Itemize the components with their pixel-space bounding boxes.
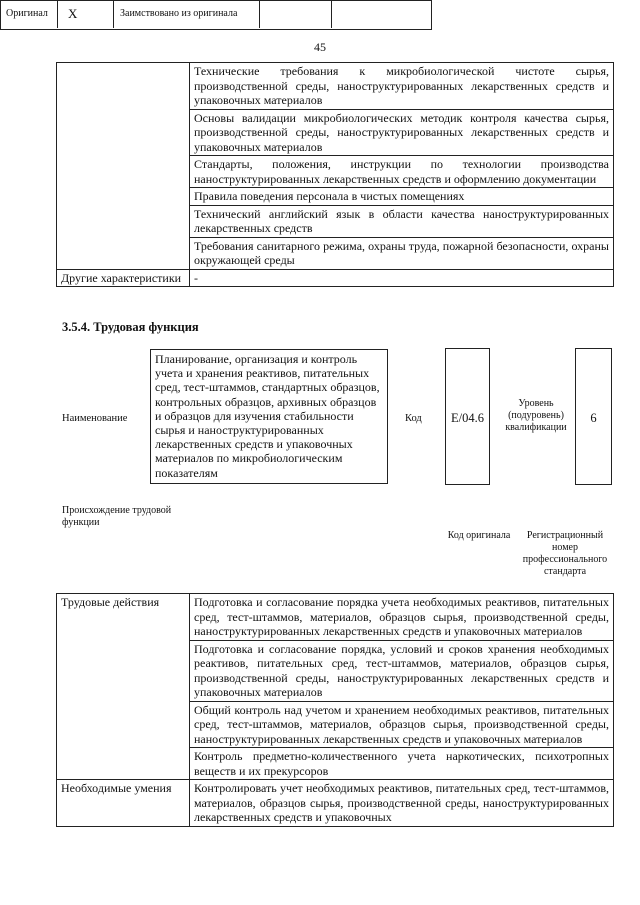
knowledge-item: Требования санитарного режима, охраны труда, пожарной безопасности, охраны окружающей среды <box>190 237 614 269</box>
actions-label: Трудовые действия <box>57 594 190 780</box>
action-item: Подготовка и согласование порядка учета необходимых реактивов, питательных сред, тест-штаммов, материалов, образцов сырья, производственной среды, наноструктурированных лекарственных средств и упаковочных материалов <box>190 594 614 641</box>
table-row <box>57 269 614 287</box>
origin-row <box>0 0 432 30</box>
level-label: Уровень (подуровень) квалификации <box>505 398 567 433</box>
table-row <box>57 63 614 110</box>
code-label: Код <box>405 413 422 424</box>
knowledge-item: Технический английский язык в области качества наноструктурированных лекарственных средств <box>190 205 614 237</box>
table-row <box>57 594 614 641</box>
name-label: Наименование <box>62 413 128 424</box>
empty-label-cell <box>57 63 190 270</box>
level-value: 6 <box>575 348 612 485</box>
knowledge-item: Технические требования к микробиологической чистоте сырья, производственной среды, наноструктурированных лекарственных средств и упаковочных материалов <box>190 63 614 110</box>
original-label: Оригинал <box>0 0 58 28</box>
knowledge-item: Основы валидации микробиологических методик контроля качества сырья, производственной среды, наноструктурированных лекарственных средств и упаковочных материалов <box>190 109 614 156</box>
original-mark: X <box>58 0 114 28</box>
code-original-caption: Код оригинала <box>447 530 511 541</box>
action-item: Общий контроль над учетом и хранением необходимых реактивов, питательных сред, тест-штаммов, материалов, образцов сырья, производственной среды, наноструктурированных лекарственных средств и упаковочных материалов <box>190 701 614 748</box>
code-value: E/04.6 <box>445 348 490 485</box>
reg-number-cell <box>332 0 430 28</box>
knowledge-item: Стандарты, положения, инструкции по технологии производства наноструктурированных лекарственных средств и оформлению документации <box>190 156 614 188</box>
knowledge-item: Правила поведения персонала в чистых помещениях <box>190 188 614 206</box>
action-item: Контроль предметно-количественного учета наркотических, психотропных веществ и их прекурсоров <box>190 748 614 780</box>
skills-label: Необходимые умения <box>57 780 190 827</box>
borrowed-label: Заимствовано из оригинала <box>114 0 260 28</box>
table-row <box>57 780 614 827</box>
section-title: 3.5.4. Трудовая функция <box>62 320 199 334</box>
other-characteristics-label: Другие характеристики <box>57 269 190 287</box>
action-item: Подготовка и согласование порядка, условий и сроков хранения необходимых реактивов, питательных сред, тест-штаммов, материалов, образцов сырья, производственной среды, наноструктурированных лекарственных средств и упаковочных материалов <box>190 640 614 701</box>
reg-number-caption: Регистрационный номер профессионального стандарта <box>522 530 608 577</box>
other-characteristics-value: - <box>190 269 614 287</box>
origin-label: Происхождение трудовой функции <box>62 505 172 528</box>
function-name-box: Планирование, организация и контроль учета и хранения реактивов, питательных сред, тест-штаммов, стандартных образцов, контрольных образцов, архивных образцов и образцов для изучения стабильности сырья и наноструктурированных лекарственных средств и упаковочных материалов по микробиологическим показателям <box>150 349 388 484</box>
actions-table <box>56 593 614 827</box>
knowledge-table <box>56 62 614 287</box>
skill-item: Контролировать учет необходимых реактивов, питательных сред, тест-штаммов, материалов, образцов сырья, производственной среды, наноструктурированных лекарственных средств и упаковочных <box>190 780 614 827</box>
code-original-cell <box>260 0 332 28</box>
page-number: 45 <box>314 40 326 54</box>
